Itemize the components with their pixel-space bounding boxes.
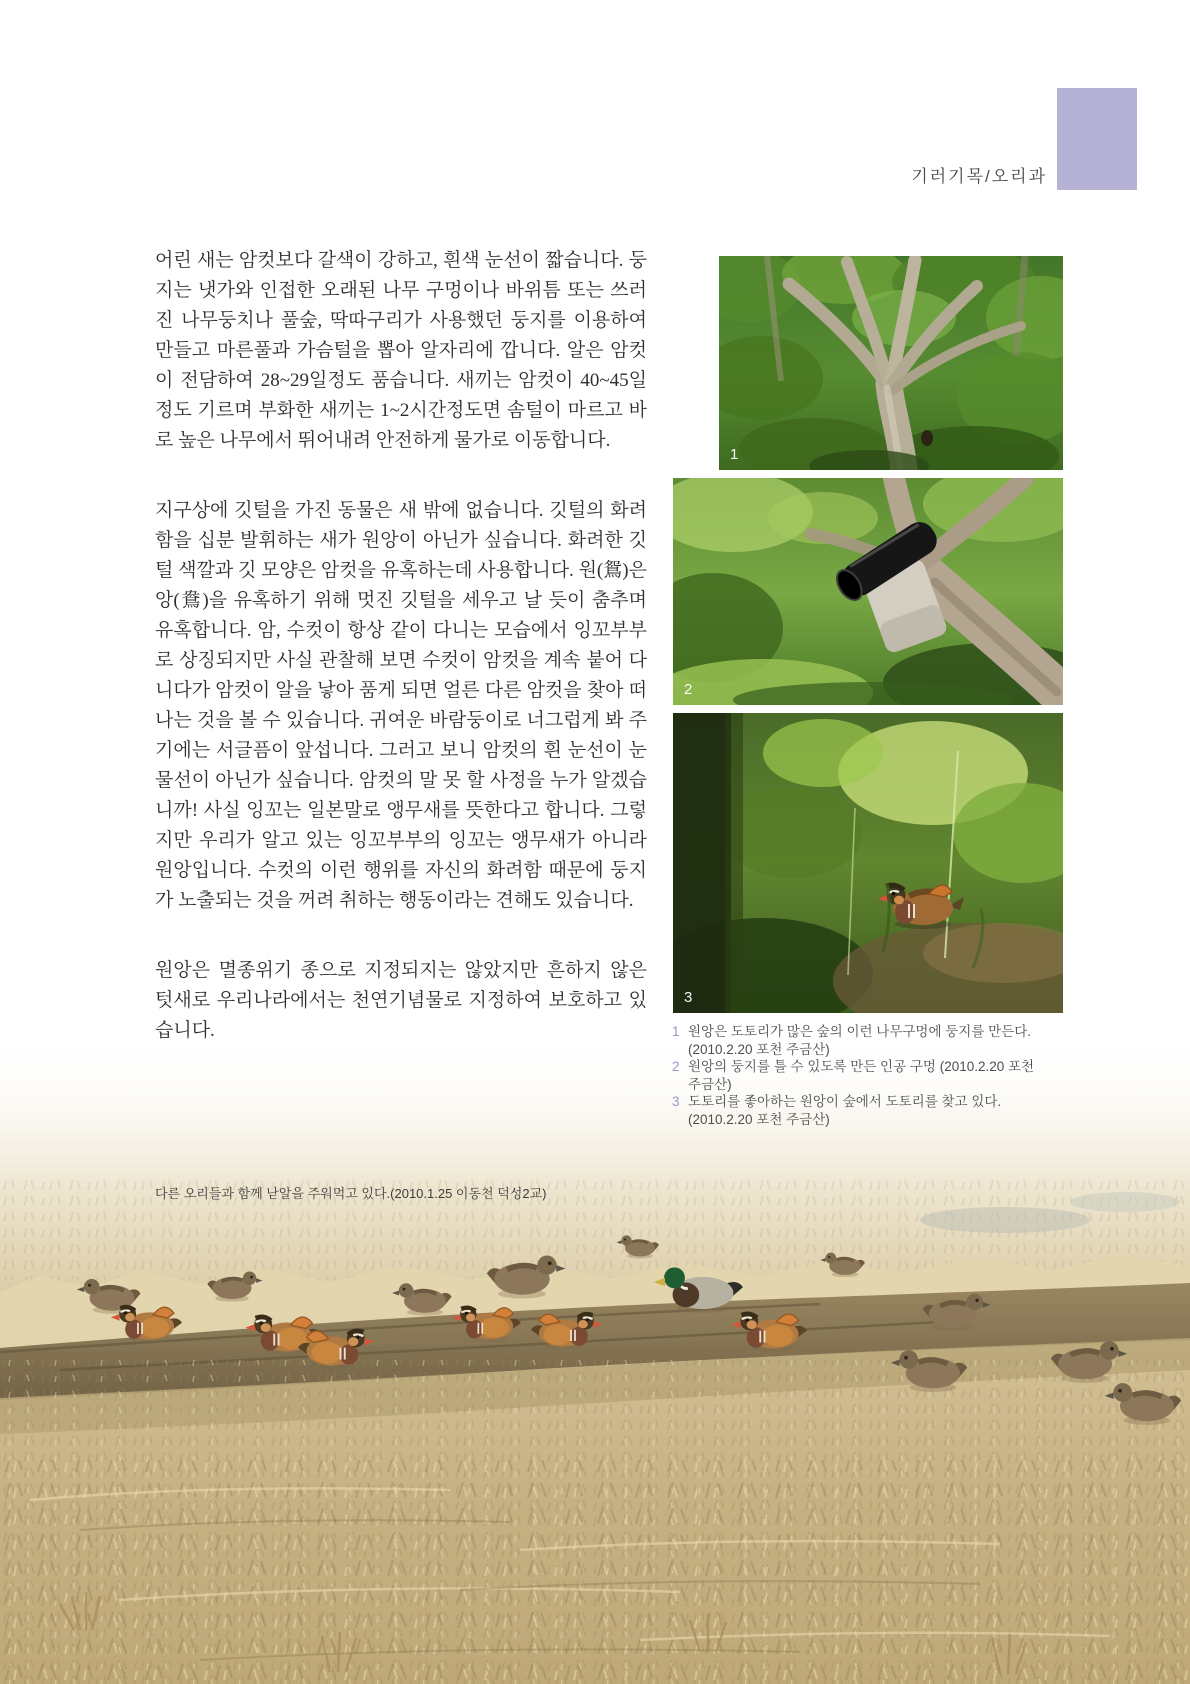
photo-forest-nest-tree <box>719 256 1063 470</box>
duck-flock-illustration <box>0 1030 1190 1684</box>
photo-caption <box>672 1093 1072 1128</box>
photo-captions <box>672 1023 1072 1128</box>
paragraph: 지구상에 깃털을 가진 동물은 새 밖에 없습니다. 깃털의 화려함을 십분 발휘하는 새가 원앙이 아닌가 싶습니다. 화려한 깃털 색깔과 깃 모양은 암컷을 유혹하는데 사용합니다. 원(鴛)은 앙(鴦)을 유혹하기 위해 멋진 깃털을 세우고 날 듯이 춤추며 유혹합니다. 암, 수컷이 항상 같이 다니는 모습에서 잉꼬부부로 상징되지만 사실 관찰해 보면 수컷이 암컷을 계속 붙어 다니다가 암컷이 알을 낳아 품게 되면 얼른 다른 암컷을 찾아 떠나는 것을 볼 수 있습니다. 귀여운 바람둥이로 너그럽게 봐 주기에는 서글픔이 앞섭니다. 그러고 보니 암컷의 흰 눈선이 눈물선이 아닌가 싶습니다. 암컷의 말 못 할 사정을 누가 알겠습니까! 사실 잉꼬는 일본말로 앵무새를 뜻한다고 합니다. 그렇지만 우리가 알고 있는 잉꼬부부의 잉꼬는 앵무새가 아니라 원앙입니다. 수컷의 이런 행위를 자신의 화려함 때문에 둥지가 노출되는 것을 꺼려 취하는 행동이라는 견해도 있습니다. <box>155 500 647 911</box>
photo-duck-flock-field <box>0 1030 1190 1684</box>
photo-mandarin-in-forest <box>673 713 1063 1013</box>
photo-number-label: 2 <box>684 681 693 698</box>
article-text <box>155 246 647 1086</box>
forest-floor-illustration <box>673 713 1063 1013</box>
photo-caption-text: 원앙의 둥지를 틀 수 있도록 만든 인공 구멍 (2010.2.20 포천 주금산) <box>688 1059 1035 1092</box>
photo-number-label: 3 <box>684 989 693 1006</box>
photo-caption-number: 1 <box>672 1024 680 1039</box>
photo-caption <box>672 1023 1072 1058</box>
photo-number-label: 1 <box>730 446 739 463</box>
accent-tab-block <box>1057 88 1137 190</box>
photo-caption-text: 원앙은 도토리가 많은 숲의 이런 나무구멍에 둥지를 만든다.(2010.2.20 포천 주금산) <box>688 1024 1031 1057</box>
paragraph: 어린 새는 암컷보다 갈색이 강하고, 흰색 눈선이 짧습니다. 둥지는 냇가와 인접한 오래된 나무 구멍이나 바위틈 또는 쓰러진 나무둥치나 풀숲, 딱따구리가 사용했던 둥지를 이용하여 만들고 마른풀과 가슴털을 뽑아 알자리에 깝니다. 알은 암컷이 전담하여 28~29일정도 품습니다. 새끼는 암컷이 40~45일정도 기르며 부화한 새끼는 1~2시간정도면 솜털이 마르고 바로 높은 나무에서 뛰어내려 안전하게 물가로 이동합니다. <box>155 250 647 451</box>
photo-caption-number: 3 <box>672 1094 680 1109</box>
photo-caption-text: 도토리를 좋아하는 원앙이 숲에서 도토리를 찾고 있다.(2010.2.20 포천 주금산) <box>688 1094 1002 1127</box>
forest-illustration <box>719 256 1063 470</box>
photo-caption <box>672 1058 1072 1093</box>
nest-pipe-illustration <box>673 478 1063 705</box>
photo-caption-number: 2 <box>672 1059 680 1074</box>
paragraph: 원앙은 멸종위기 종으로 지정되지는 않았지만 흔하지 않은 텃새로 우리나라에서는 천연기념물로 지정하여 보호하고 있습니다. <box>155 960 647 1041</box>
section-label: 기러기목/오리과 <box>911 167 1047 186</box>
photo-artificial-nest-hole <box>673 478 1063 705</box>
bottom-photo-caption: 다른 오리들과 함께 낟알을 주워먹고 있다.(2010.1.25 이동천 덕성2교) <box>155 1186 547 1201</box>
